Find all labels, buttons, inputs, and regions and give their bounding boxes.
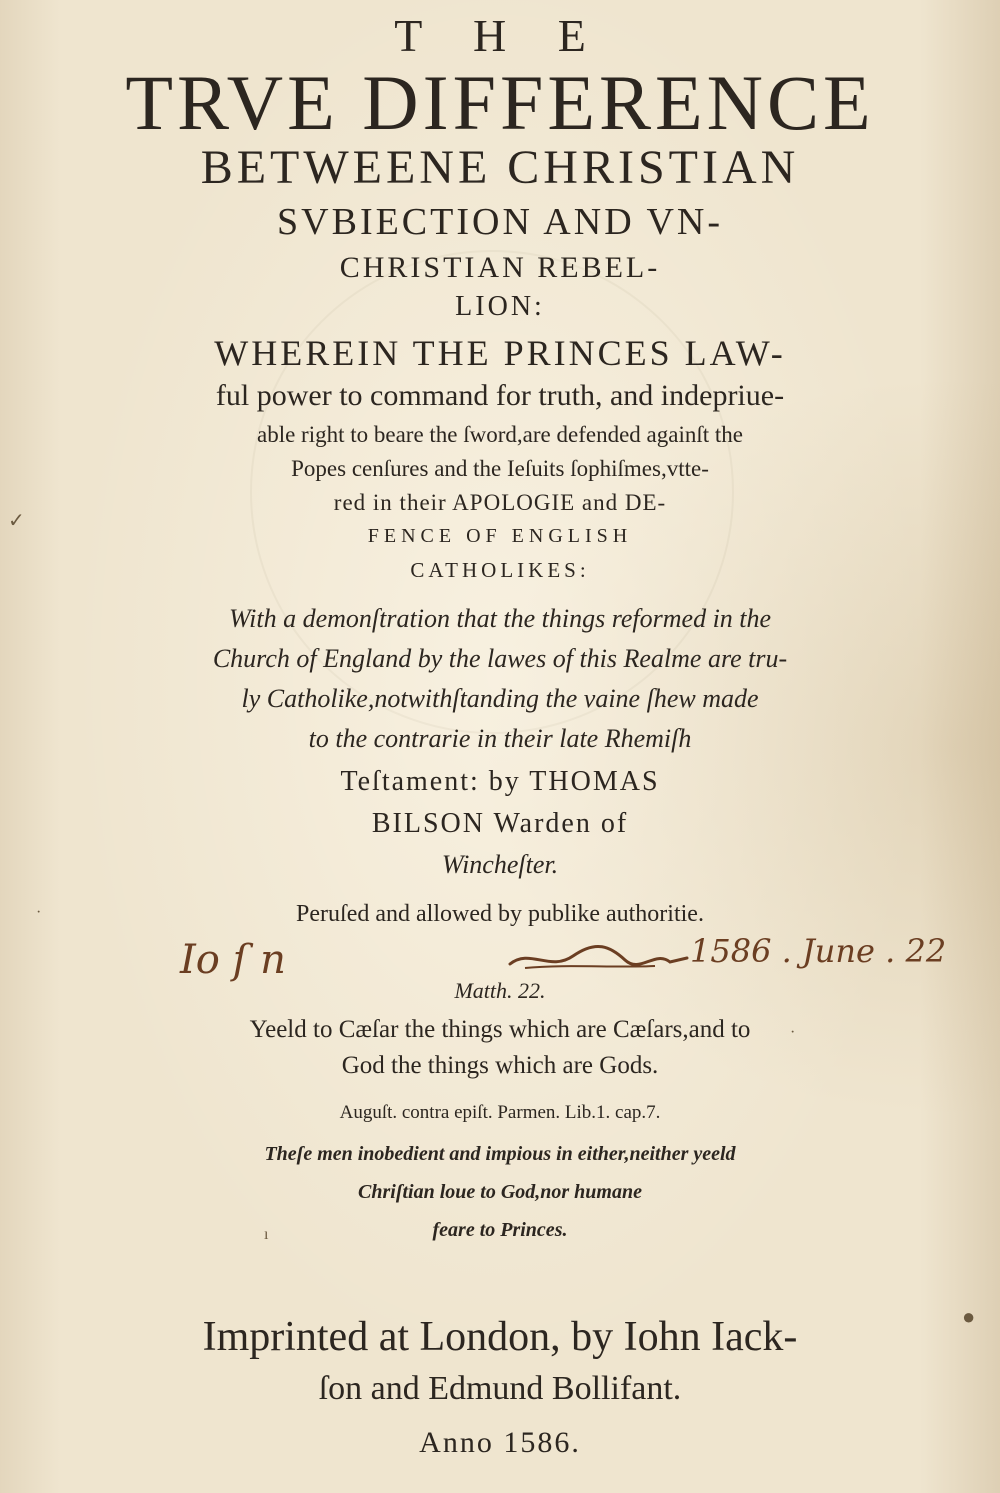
wherein-line-2: ful power to command for truth, and indepriue-	[215, 379, 785, 412]
title-line-3: SVBIECTION AND VN-	[277, 201, 723, 243]
wherein-line-7: CATHOLIKES:	[410, 558, 590, 582]
signature-left: Io ſ n	[180, 937, 286, 983]
augustine-line-1: Theſe men inobedient and impious in either,neither yeeld	[264, 1143, 736, 1165]
demonstration-line-5: Teſtament: by THOMAS	[340, 766, 660, 797]
demonstration-line-6: BILSON Warden of	[371, 808, 629, 839]
demonstration-line-2: Church of England by the lawes of this Realme are tru-	[212, 644, 788, 673]
margin-mark: ●	[962, 1304, 976, 1329]
quote-line-2: God the things which are Gods.	[341, 1052, 659, 1079]
wherein-line-1: WHEREIN THE PRINCES LAW-	[214, 333, 786, 373]
imprint-line-2: ſon and Edmund Bollifant.	[318, 1370, 682, 1407]
anno-line: Anno 1586.	[419, 1426, 581, 1459]
augustine-line-3: feare to Princes.	[432, 1219, 568, 1241]
imprint-line-1: Imprinted at London, by Iohn Iack-	[202, 1314, 798, 1360]
margin-mark: ·	[790, 1024, 796, 1041]
demonstration-line-1: With a demonſtration that the things reformed in the	[228, 604, 772, 633]
wherein-line-3: able right to beare the ſword,are defended againſt the	[257, 422, 743, 447]
demonstration-line-7: Wincheſter.	[441, 850, 559, 879]
title-line-4: CHRISTIAN REBEL-	[339, 251, 661, 284]
wherein-line-5: red in their APOLOGIE and DE-	[333, 490, 667, 515]
title-line-1: TRVE DIFFERENCE	[125, 59, 875, 146]
matthew-reference: Matth. 22.	[454, 978, 546, 1003]
quote-line-1: Yeeld to Cæſar the things which are Cæſars,and to	[249, 1016, 751, 1043]
augustine-reference: Auguſt. contra epiſt. Parmen. Lib.1. cap.7.	[339, 1102, 661, 1123]
wherein-line-4: Popes cenſures and the Ieſuits ſophiſmes,vtte-	[291, 456, 709, 481]
handwritten-date: 1586 . June . 22	[690, 932, 947, 970]
margin-mark: ·	[36, 904, 42, 921]
title-line-2: BETWEENE CHRISTIAN	[200, 141, 800, 194]
wherein-line-6: FENCE OF ENGLISH	[367, 525, 633, 547]
ownership-scribble	[505, 938, 690, 978]
demonstration-line-4: to the contrarie in their late Rhemiſh	[308, 724, 692, 753]
title-the: T H E	[394, 10, 606, 61]
perused-line: Peruſed and allowed by publike authoritie.	[296, 901, 704, 927]
margin-mark: ✓	[8, 510, 25, 532]
demonstration-line-3: ly Catholike,notwithſtanding the vaine ſhew made	[241, 684, 759, 713]
margin-mark: ı	[264, 1226, 269, 1243]
augustine-line-2: Chriſtian loue to God,nor humane	[358, 1181, 642, 1203]
title-line-5: LION:	[455, 291, 545, 322]
